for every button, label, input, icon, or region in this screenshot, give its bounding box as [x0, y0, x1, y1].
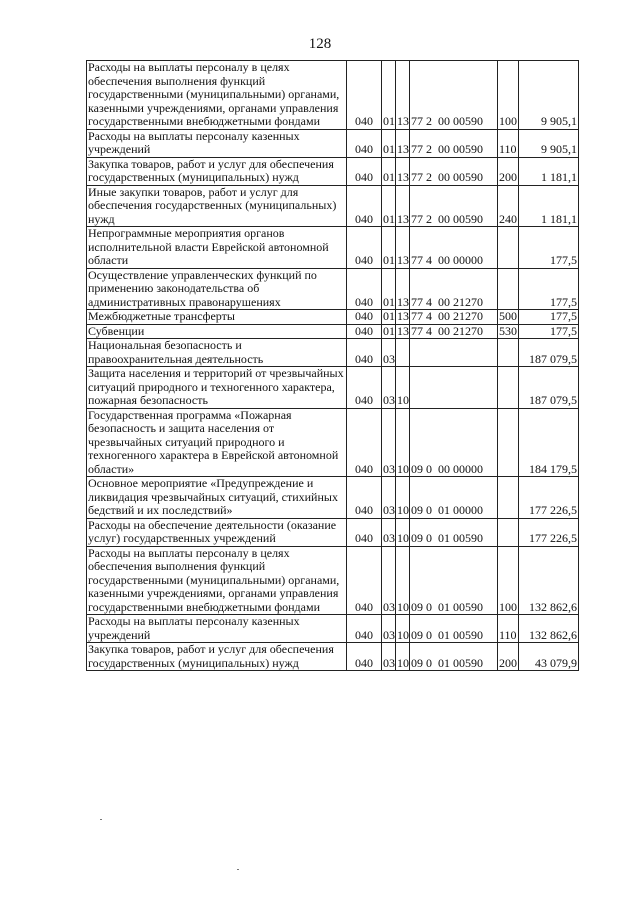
cell-sum: 177 226,5	[519, 518, 579, 546]
cell-csr: 09 0 01 00590	[410, 615, 498, 643]
cell-sum: 187 079,5	[519, 367, 579, 409]
cell-vr	[498, 339, 519, 367]
cell-rz: 01	[382, 227, 396, 269]
row-name: Межбюджетные трансферты	[87, 310, 347, 325]
cell-rz: 03	[382, 408, 396, 477]
table-row	[87, 185, 579, 227]
cell-rz: 03	[382, 615, 396, 643]
cell-pr: 13	[396, 227, 410, 269]
cell-csr: 77 4 00 21270	[410, 310, 498, 325]
cell-pr: 13	[396, 268, 410, 310]
cell-csr: 09 0 01 00590	[410, 518, 498, 546]
cell-gr: 040	[347, 129, 382, 157]
cell-sum: 1 181,1	[519, 185, 579, 227]
cell-pr	[396, 339, 410, 367]
table-row	[87, 408, 579, 477]
cell-gr: 040	[347, 310, 382, 325]
cell-vr: 500	[499, 309, 517, 323]
cell-sum: 132 862,6	[519, 546, 579, 615]
row-name: Закупка товаров, работ и услуг для обеспечения государственных (муниципальных) нужд	[87, 157, 347, 185]
cell-gr: 040	[347, 157, 382, 185]
cell-gr: 040	[347, 227, 382, 269]
cell-csr: 77 2 00 00590	[410, 185, 498, 227]
cell-csr: 77 2 00 00590	[410, 129, 498, 157]
cell-gr: 040	[347, 339, 382, 367]
row-name: Субвенции	[87, 324, 347, 339]
cell-csr	[410, 367, 498, 409]
row-name: Национальная безопасность и правоохранительная деятельность	[87, 339, 347, 367]
cell-gr: 040	[347, 408, 382, 477]
cell-pr: 13	[396, 129, 410, 157]
cell-rz: 03	[382, 518, 396, 546]
table-row	[87, 227, 579, 269]
cell-gr: 040	[347, 367, 382, 409]
row-name: Расходы на выплаты персоналу казенных учреждений	[87, 129, 347, 157]
cell-vr	[498, 367, 519, 409]
cell-gr: 040	[347, 615, 382, 643]
cell-pr: 13	[396, 185, 410, 227]
cell-sum: 9 905,1	[519, 129, 579, 157]
table-row	[87, 643, 579, 671]
table-row	[87, 129, 579, 157]
cell-gr: 040	[347, 643, 382, 671]
cell-gr: 040	[347, 518, 382, 546]
cell-csr: 77 4 00 21270	[410, 324, 498, 339]
cell-gr: 040	[347, 324, 382, 339]
row-name: Государственная программа «Пожарная безопасность и защита населения от чрезвычайных ситуаций природного и техногенного характера в Еврейской автономной области»	[87, 408, 347, 477]
cell-rz: 03	[382, 477, 396, 519]
cell-sum: 177 226,5	[519, 477, 579, 519]
table-row	[87, 367, 579, 409]
cell-sum: 177,5	[519, 268, 579, 310]
table-row	[87, 477, 579, 519]
row-name: Расходы на обеспечение деятельности (оказание услуг) государственных учреждений	[87, 518, 347, 546]
cell-csr: 77 2 00 00590	[410, 157, 498, 185]
table-row	[87, 310, 579, 325]
cell-gr: 040	[347, 61, 382, 130]
page-number: 128	[308, 36, 332, 52]
cell-csr: 77 4 00 00000	[410, 227, 498, 269]
table-row	[87, 157, 579, 185]
cell-rz: 03	[382, 546, 396, 615]
scan-speck	[100, 819, 102, 820]
cell-sum: 43 079,9	[519, 643, 579, 671]
table-row	[87, 615, 579, 643]
cell-csr: 09 0 01 00590	[410, 546, 498, 615]
row-name: Расходы на выплаты персоналу в целях обеспечения выполнения функций государственными (муниципальными) органами, казенными учреждениями, органами управления государственными внебюджетными фондами	[87, 61, 347, 130]
cell-pr: 10	[396, 643, 410, 671]
table-row	[87, 61, 579, 130]
table-row	[87, 518, 579, 546]
table-row	[87, 324, 579, 339]
cell-csr: 77 2 00 00590	[410, 61, 498, 130]
cell-vr	[498, 518, 519, 546]
row-name: Осуществление управленческих функций по применению законодательства об административных правонарушениях	[87, 268, 347, 310]
cell-rz: 01	[382, 61, 396, 130]
cell-pr: 10	[396, 615, 410, 643]
table-row	[87, 339, 579, 367]
row-name: Закупка товаров, работ и услуг для обеспечения государственных (муниципальных) нужд	[87, 643, 347, 671]
cell-rz: 01	[382, 185, 396, 227]
cell-vr	[498, 477, 519, 519]
row-name: Расходы на выплаты персоналу казенных учреждений	[87, 615, 347, 643]
cell-pr: 10	[396, 477, 410, 519]
cell-vr: 200	[498, 157, 519, 185]
cell-vr	[498, 408, 519, 477]
cell-pr: 13	[396, 61, 410, 130]
cell-csr: 09 0 01 00000	[410, 477, 498, 519]
cell-sum: 132 862,6	[519, 615, 579, 643]
row-name: Непрограммные мероприятия органов исполнительной власти Еврейской автономной области	[87, 227, 347, 269]
scan-speck	[237, 869, 239, 870]
cell-vr: 200	[498, 643, 519, 671]
cell-vr: 100	[498, 546, 519, 615]
cell-sum: 177,5	[519, 310, 579, 325]
cell-pr: 10	[396, 546, 410, 615]
cell-gr: 040	[347, 477, 382, 519]
cell-csr	[410, 339, 498, 367]
row-name: Расходы на выплаты персоналу в целях обеспечения выполнения функций государственными (муниципальными) органами, казенными учреждениями, органами управления государственными внебюджетными фондами	[87, 546, 347, 615]
cell-vr: 110	[498, 129, 519, 157]
cell-rz: 01	[382, 268, 396, 310]
cell-rz: 01	[382, 129, 396, 157]
cell-pr: 13	[397, 323, 409, 338]
cell-rz: 01	[383, 309, 395, 323]
row-name: Основное мероприятие «Предупреждение и ликвидация чрезвычайных ситуаций, стихийных бедствий и их последствий»	[87, 477, 347, 519]
cell-csr: 09 0 01 00590	[410, 643, 498, 671]
cell-gr: 040	[347, 546, 382, 615]
table-row	[87, 268, 579, 310]
cell-sum: 1 181,1	[519, 157, 579, 185]
cell-pr: 13	[397, 309, 409, 323]
cell-pr: 10	[396, 408, 410, 477]
cell-rz: 03	[382, 367, 396, 409]
cell-vr: 530	[499, 323, 517, 338]
cell-vr: 100	[498, 61, 519, 130]
cell-sum: 177,5	[519, 227, 579, 269]
cell-csr: 77 4 00 21270	[410, 268, 498, 310]
cell-sum: 177,5	[519, 324, 579, 339]
cell-sum: 9 905,1	[519, 61, 579, 130]
row-name: Защита населения и территорий от чрезвычайных ситуаций природного и техногенного характера, пожарная безопасность	[87, 367, 347, 409]
cell-rz: 01	[382, 157, 396, 185]
cell-csr: 09 0 00 00000	[410, 408, 498, 477]
cell-vr: 240	[498, 185, 519, 227]
cell-gr: 040	[347, 185, 382, 227]
cell-rz: 01	[383, 323, 395, 338]
cell-gr: 040	[347, 268, 382, 310]
cell-rz: 03	[382, 339, 396, 367]
cell-vr	[498, 227, 519, 269]
cell-pr: 13	[396, 157, 410, 185]
cell-pr: 10	[396, 518, 410, 546]
row-name: Иные закупки товаров, работ и услуг для обеспечения государственных (муниципальных) нужд	[87, 185, 347, 227]
table-row	[87, 546, 579, 615]
cell-pr: 10	[396, 367, 410, 409]
cell-vr	[498, 268, 519, 310]
cell-sum: 184 179,5	[519, 408, 579, 477]
cell-sum: 187 079,5	[519, 339, 579, 367]
cell-vr: 110	[498, 615, 519, 643]
cell-rz: 03	[382, 643, 396, 671]
budget-table	[86, 60, 579, 671]
